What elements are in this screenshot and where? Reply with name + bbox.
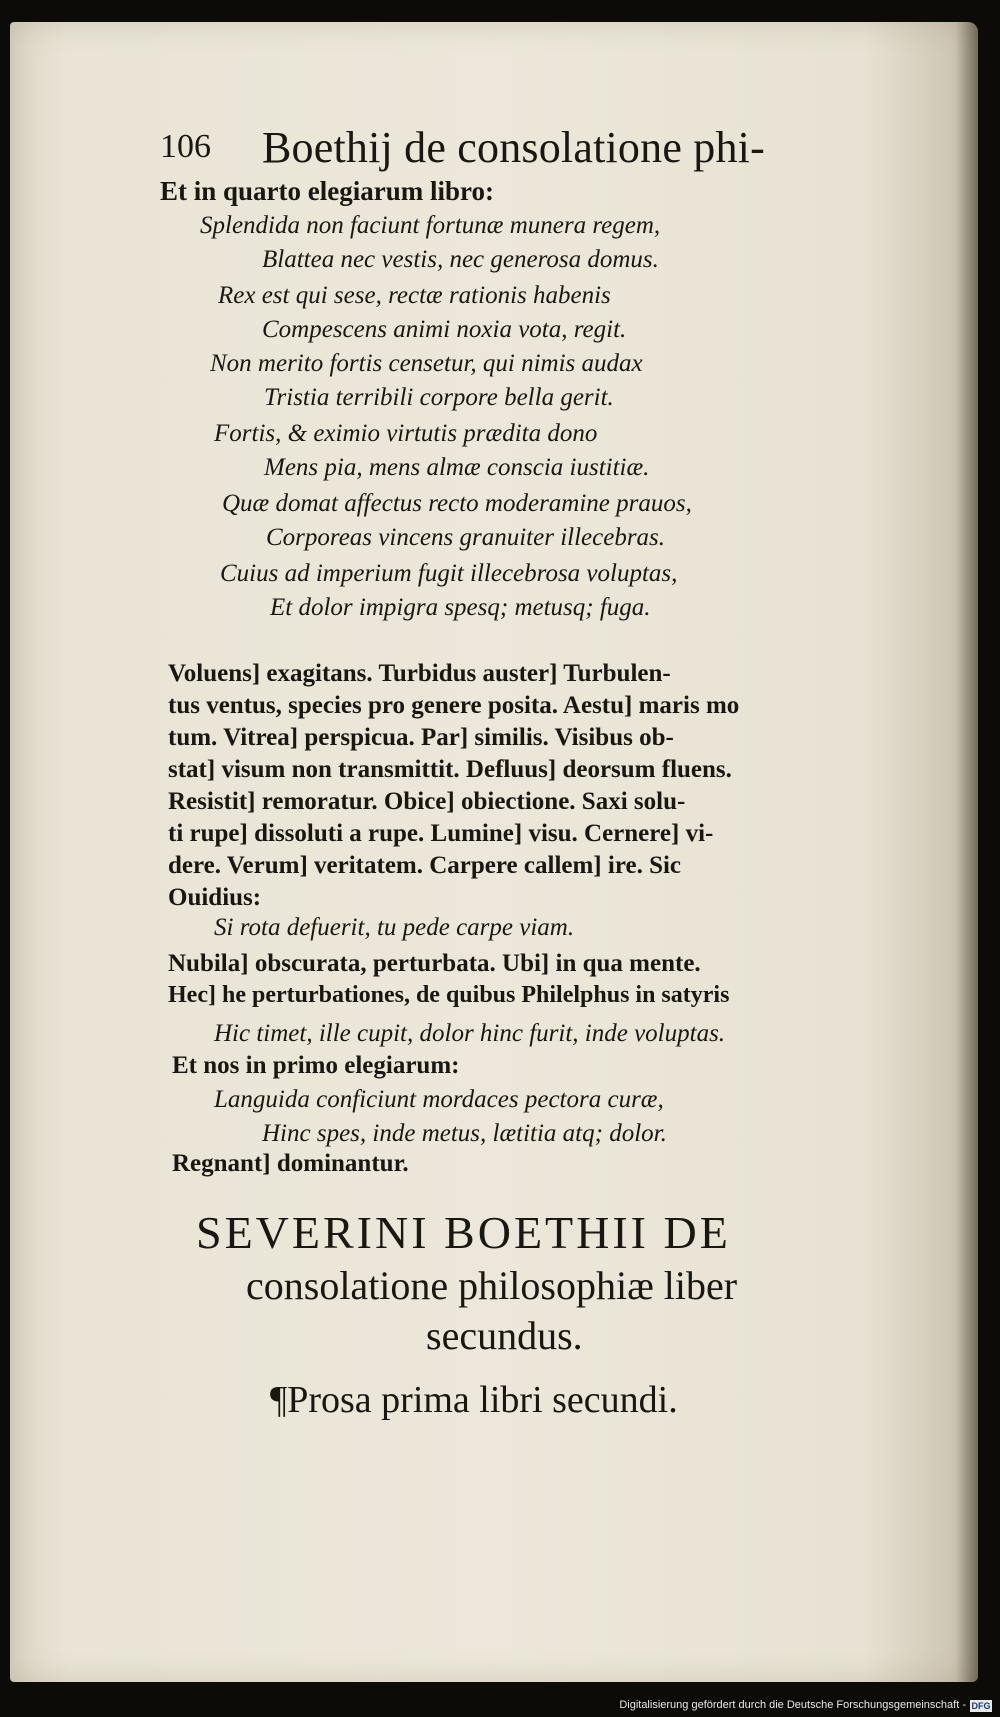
verse-line: Mens pia, mens almæ conscia iustitiæ. (264, 454, 650, 481)
verse-line: Languida conficiunt mordaces pectora curæ, (214, 1086, 664, 1113)
gloss-line: Regnant] dominantur. (172, 1150, 409, 1177)
gloss-line: dere. Verum] veritatem. Carpere callem] ire. Sic (168, 852, 682, 879)
gloss-line: ti rupe] dissoluti a rupe. Lumine] visu. Cernere] vi- (168, 820, 714, 847)
book-title-line3: secundus. (426, 1313, 583, 1358)
section-heading (270, 1378, 678, 1422)
section-heading-text: Prosa prima libri secundi. (287, 1379, 678, 1421)
gloss-line: Nubila] obscurata, perturbata. Ubi] in qua mente. (168, 950, 701, 977)
verse-line: Hic timet, ille cupit, dolor hinc furit, inde voluptas. (214, 1020, 726, 1047)
verse-line: Fortis, & eximio virtutis prædita dono (214, 420, 598, 447)
verse-line: Et dolor impigra spesq; metusq; fuga. (270, 594, 651, 621)
page-number: 106 (160, 128, 211, 165)
gloss-line: tus ventus, species pro genere posita. Aestu] maris mo (168, 692, 740, 719)
gloss-line: Voluens] exagitans. Turbidus auster] Turbulen- (168, 660, 671, 687)
verse-line: Quæ domat affectus recto moderamine prauos, (222, 490, 692, 517)
verse-line: Rex est qui sese, rectæ rationis habenis (218, 282, 611, 309)
intro-line: Et in quarto elegiarum libro: (160, 176, 494, 206)
pilcrow-icon: ¶ (270, 1379, 288, 1421)
gloss-line: tum. Vitrea] perspicua. Par] similis. Visibus ob- (168, 724, 674, 751)
intro-line: Et nos in primo elegiarum: (172, 1052, 460, 1079)
verse-line: Blattea nec vestis, nec generosa domus. (262, 246, 659, 273)
footer-credit: Digitalisierung gefördert durch die Deutsche Forschungsgemeinschaft - (619, 1699, 966, 1711)
verse-line: Compescens animi noxia vota, regit. (262, 316, 627, 343)
verse-line: Hinc spes, inde metus, lætitia atq; dolor. (262, 1120, 667, 1147)
book-title-line2: consolatione philosophiæ liber (246, 1263, 738, 1308)
gloss-line: Hec] he perturbationes, de quibus Philelphus in satyris (168, 982, 730, 1008)
page-spine-shadow (956, 22, 978, 1682)
verse-line: Cuius ad imperium fugit illecebrosa voluptas, (220, 560, 678, 587)
dfg-logo-icon: DFG (971, 1701, 991, 1711)
verse-line: Splendida non faciunt fortunæ munera regem, (200, 212, 661, 239)
gloss-line: Resistit] remoratur. Obice] obiectione. Saxi solu- (168, 788, 686, 815)
gloss-line: Ouidius: (168, 884, 262, 911)
verse-line: Corporeas vincens granuiter illecebras. (266, 524, 666, 551)
running-title: Boethij de consolatione phi- (262, 123, 765, 172)
gloss-block (168, 658, 892, 914)
gloss-line: stat] visum non transmittit. Defluus] deorsum fluens. (168, 756, 732, 783)
book-title-line1: SEVERINI BOETHII DE (196, 1207, 731, 1258)
verse-line: Non merito fortis censetur, qui nimis audax (210, 350, 643, 377)
verse-line: Tristia terribili corpore bella gerit. (264, 384, 614, 411)
verse-line: Si rota defuerit, tu pede carpe viam. (214, 914, 575, 941)
